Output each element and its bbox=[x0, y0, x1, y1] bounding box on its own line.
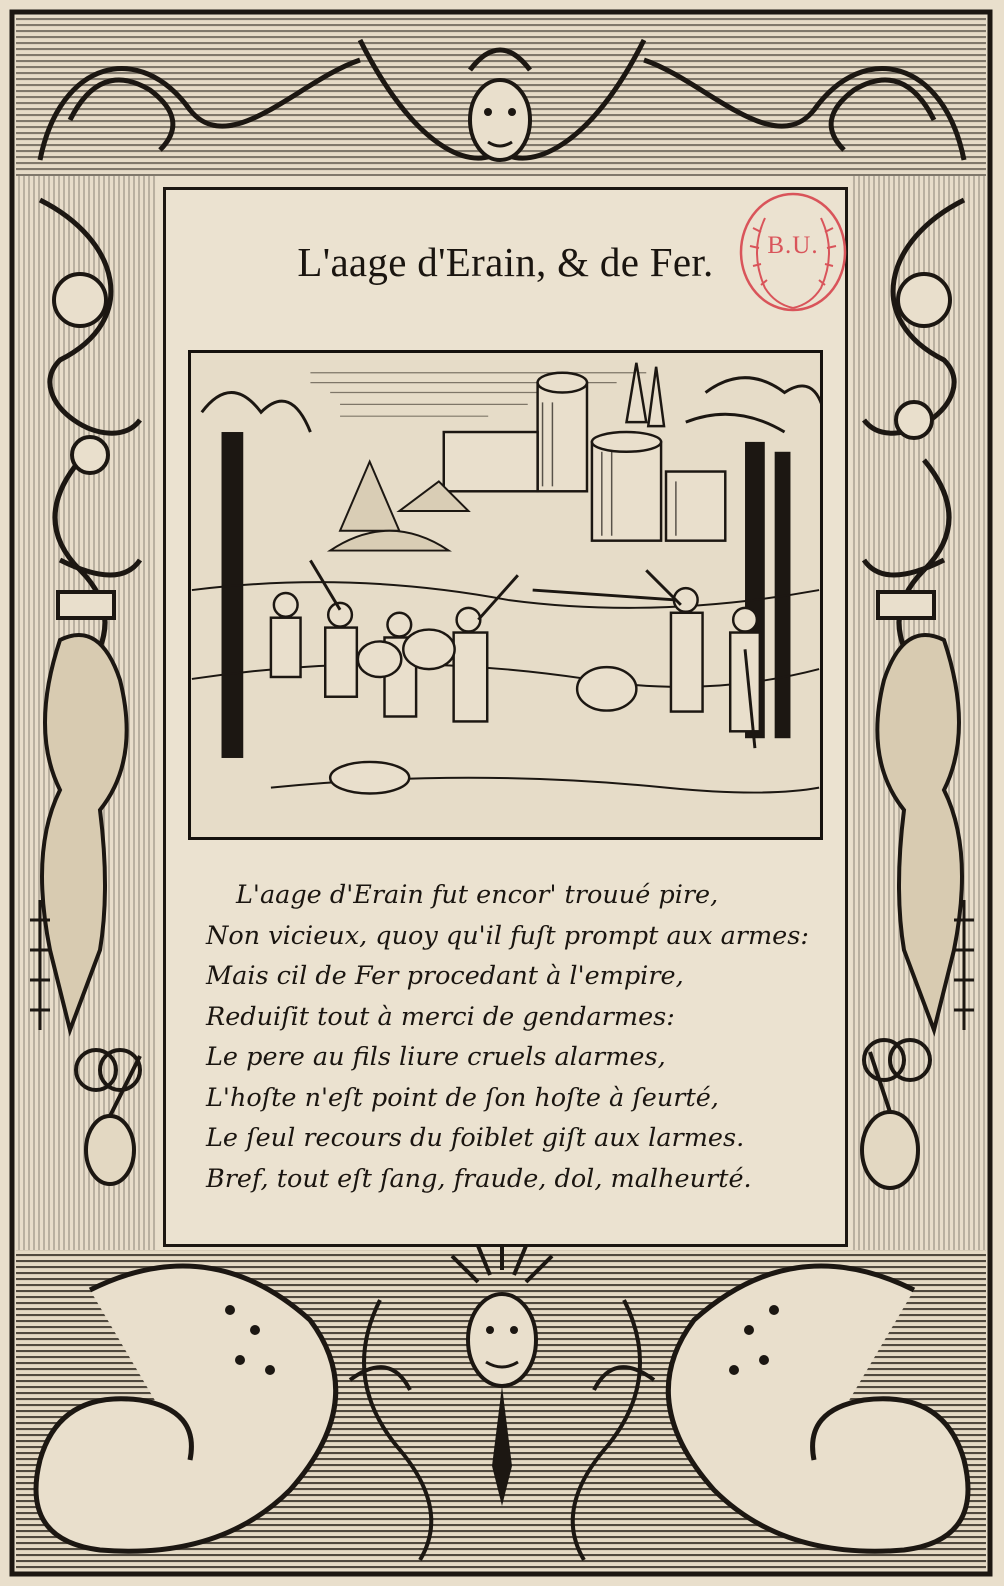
verse-line: L'hoſte n'eſt point de ſon hoſte à ſeurté, bbox=[206, 1082, 719, 1113]
woodcut-illustration bbox=[188, 350, 823, 840]
verse-line: L'aage d'Erain fut encor' trouué pire, bbox=[236, 880, 719, 910]
library-stamp bbox=[735, 188, 851, 316]
verse-line: Mais cil de Fer procedant à l'empire, bbox=[206, 961, 684, 991]
battle-scene-engraving bbox=[191, 353, 820, 837]
text-frame bbox=[163, 187, 848, 1247]
verse-line: Non vicieux, quoy qu'il fuſt prompt aux armes: bbox=[206, 920, 809, 951]
verse-line: Le ſeul recours du foiblet giſt aux larmes. bbox=[206, 1123, 745, 1153]
verse-line: Le pere au fils liure cruels alarmes, bbox=[206, 1042, 666, 1072]
verse-line: Reduiſit tout à merci de gendarmes: bbox=[206, 1001, 675, 1032]
stamp-text: B.U. bbox=[767, 232, 819, 259]
page-title: L'aage d'Erain, & de Fer. bbox=[297, 239, 714, 285]
poem-stanza bbox=[206, 875, 809, 1199]
verse-line: Bref, tout eſt ſang, fraude, dol, malheurté. bbox=[206, 1163, 752, 1194]
